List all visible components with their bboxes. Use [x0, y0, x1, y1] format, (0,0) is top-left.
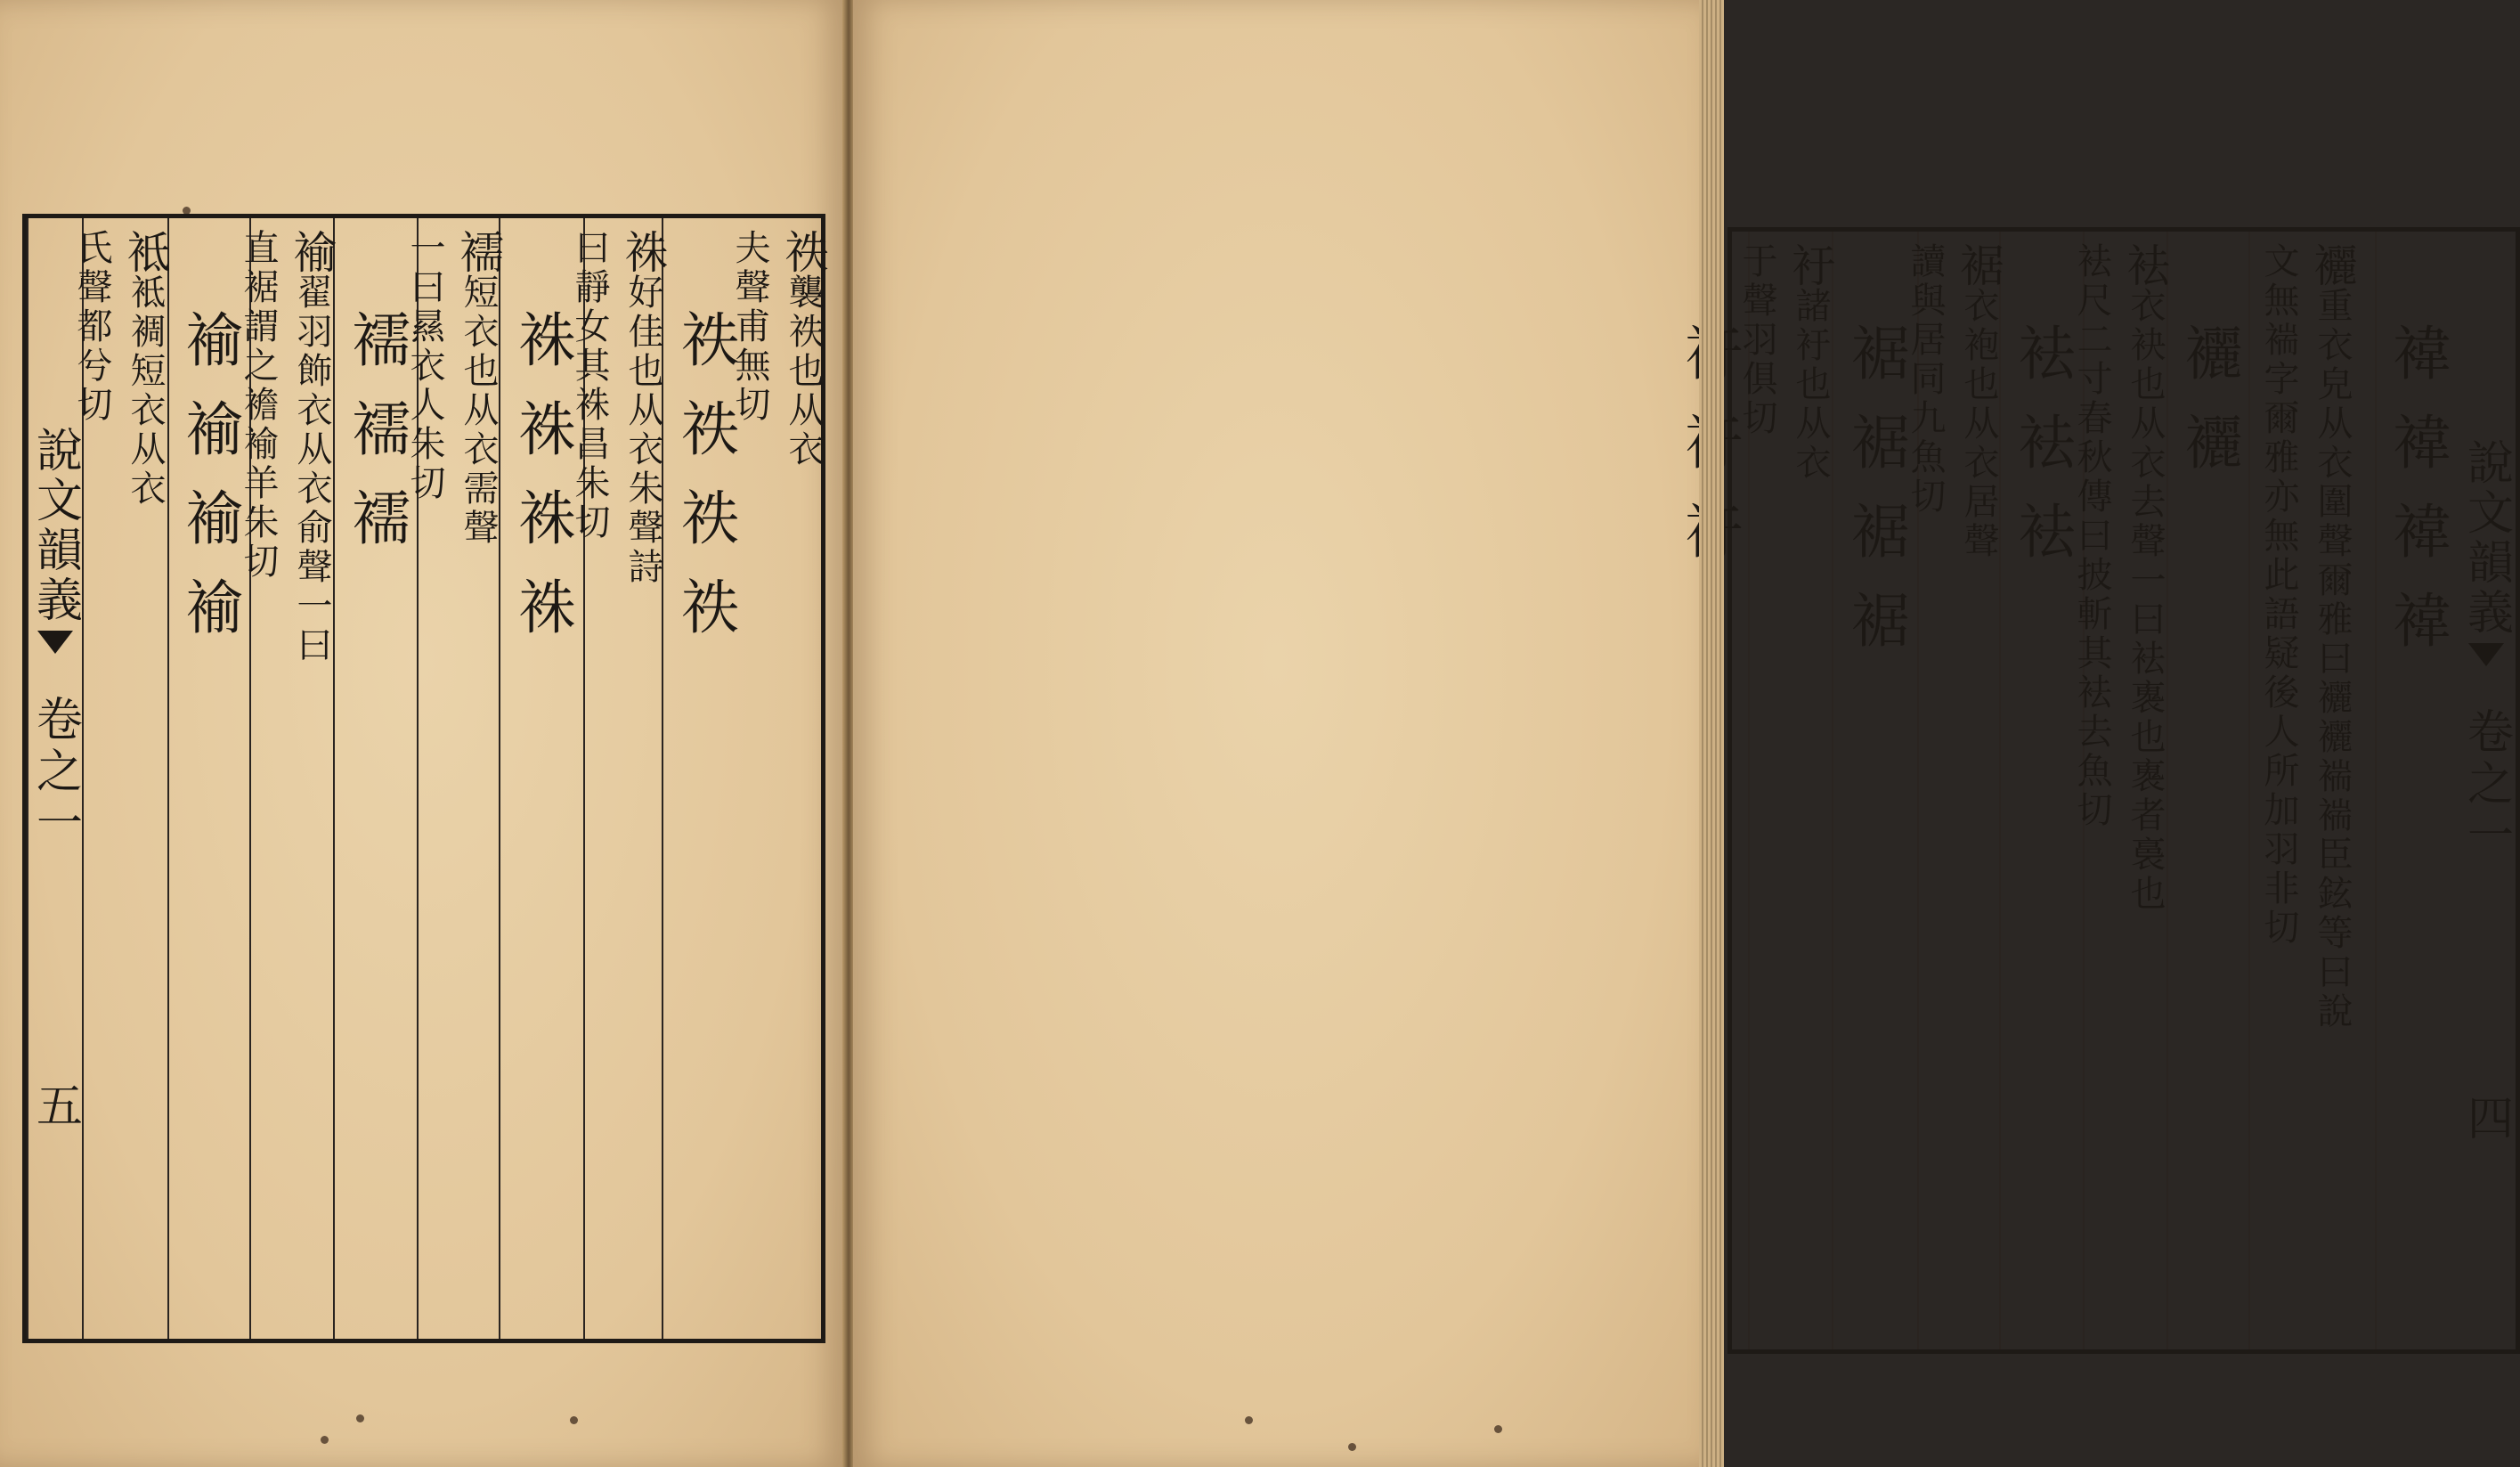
seal-script-forms: 袾袾袾袾: [508, 309, 576, 665]
column-ju: [1905, 232, 2004, 1349]
gloss-line-1: 翟羽飾衣从衣俞聲一曰: [291, 273, 332, 665]
page-stack-edge: [1699, 0, 1724, 1467]
gloss-line-1: 短衣也从衣需聲: [458, 273, 499, 548]
banner-page-number: 五: [28, 1081, 82, 1133]
gloss-line-1: 襲祑也从衣: [783, 273, 824, 469]
banner-volume: 卷之一: [28, 695, 82, 850]
head-character: 祑: [777, 229, 829, 273]
seal-script-forms: 襹襹: [2174, 322, 2243, 501]
column-seal-wei: [2166, 232, 2248, 1349]
column-di: [71, 218, 171, 1339]
column-fu: [729, 218, 829, 1339]
gloss-line-1: 衣袂也从衣去聲一曰袪褢也褢者裛也: [2125, 287, 2166, 914]
gloss-line-2: 文無褍字爾雅亦無此語疑後人所加羽非切: [2258, 242, 2299, 948]
gloss-line-1: 衣袍也从衣居聲: [1958, 287, 1999, 561]
right-page: [853, 0, 2513, 1467]
fish-tail-mark: [2468, 643, 2504, 666]
left-page: [0, 0, 844, 1467]
column-seal-zhu: [499, 218, 583, 1339]
gloss-line-2: 氏聲都兮切: [71, 229, 112, 425]
gloss-line-1: 諸衧也从衣: [1790, 287, 1831, 483]
gloss-line-2: 曰靜女其袾昌朱切: [569, 229, 610, 542]
column-seal-qu: [1999, 232, 2083, 1349]
column-ru: [404, 218, 504, 1339]
column-wei: [2248, 232, 2375, 1349]
worm-hole: [1494, 1425, 1502, 1433]
column-seal-hui: [2375, 232, 2457, 1349]
gloss-line-2: 夫聲甫無切: [729, 229, 770, 425]
banner-title: 說文韻義: [28, 426, 82, 625]
column-qu: [2071, 232, 2171, 1349]
head-character: 袛: [119, 229, 171, 273]
column-seal-yu: [167, 218, 249, 1339]
banner-column: [2457, 232, 2516, 1349]
worm-hole: [1245, 1416, 1253, 1424]
gloss-line-2: 讀與居同九魚切: [1905, 242, 1946, 517]
gloss-line-2: 于聲羽俱切: [1736, 242, 1777, 438]
gloss-line-1: 袛裯短衣从衣: [125, 273, 166, 509]
gloss-line-2: 袪尺二寸春秋傳曰披斬其袪去魚切: [2071, 242, 2112, 830]
gloss-line-1: 好佳也从衣朱聲詩: [622, 273, 663, 587]
seal-script-forms: 祑祑祑祑: [671, 309, 739, 665]
column-seal-ru: [333, 218, 417, 1339]
gloss-line-2: 一曰㬎衣人朱切: [404, 229, 445, 503]
gloss-line-2: 直裾謂之襜褕羊朱切: [238, 229, 279, 582]
banner-column: [27, 218, 82, 1339]
seal-script-forms: 袪袪袪: [2007, 322, 2077, 590]
right-text-frame: [1727, 227, 2520, 1354]
seal-script-forms: 褕褕褕褕: [175, 309, 244, 665]
fish-tail-mark: [37, 631, 73, 654]
banner-page-number: 四: [2459, 1093, 2513, 1145]
gloss-line-1: 重衣皃从衣圍聲爾雅曰襹襹褍褍臣鉉等曰說: [2312, 287, 2353, 1031]
head-character: 衧: [1784, 242, 1836, 287]
banner-volume: 卷之一: [2459, 706, 2513, 862]
seal-script-forms: 褘褘褘褘: [2382, 322, 2451, 679]
banner-title: 說文韻義: [2459, 437, 2513, 638]
worm-hole: [570, 1416, 578, 1424]
left-text-frame: [22, 214, 829, 1343]
head-character: 褕: [286, 229, 337, 273]
head-character: 袪: [2119, 242, 2171, 287]
head-character: 袾: [617, 229, 669, 273]
seal-script-forms: 裾裾裾裾: [1841, 322, 1910, 679]
column-yu: [238, 218, 337, 1339]
seal-script-forms: 襦襦襦: [341, 309, 411, 576]
column-zhu: [569, 218, 669, 1339]
worm-hole: [321, 1436, 329, 1444]
worm-hole: [356, 1414, 364, 1422]
column-yu2: [1736, 232, 1836, 1349]
head-character: 襹: [2306, 242, 2358, 287]
column-seal-ju: [1832, 232, 1917, 1349]
head-character: 襦: [452, 229, 504, 273]
worm-hole: [1348, 1443, 1356, 1451]
head-character: 裾: [1953, 242, 2004, 287]
